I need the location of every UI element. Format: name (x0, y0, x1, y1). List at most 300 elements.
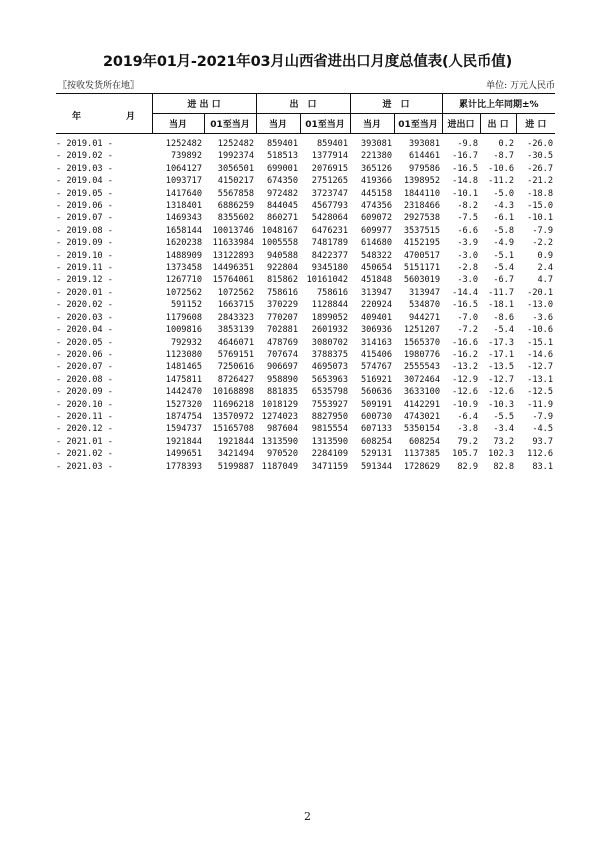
total-cumulative-cell: 4646071 (217, 337, 254, 348)
import-header: 进 口 (350, 94, 442, 114)
export-current-cell: 859401 (266, 139, 298, 149)
total-cumulative-header: 01至当月 (204, 114, 256, 134)
import-cumulative-cell: 2318466 (403, 201, 441, 212)
import-current-cell: 221380 (360, 151, 393, 162)
month-cell: - 2021.01 - (56, 436, 113, 447)
yoy-total-cell: -16.2 (452, 349, 479, 360)
export-current-cell: 1187049 (261, 461, 298, 472)
month-cell: - 2020.07 - (56, 362, 113, 373)
month-cell: - 2020.03 - (56, 312, 113, 323)
total-trade-header: 进 出 口 (152, 94, 256, 114)
total-current-cell: 1417640 (165, 188, 202, 199)
export-current-cell: 370229 (266, 300, 298, 311)
import-cumulative-cell: 313947 (408, 287, 441, 298)
export-cumulative-cell: 2284109 (311, 449, 349, 460)
table-row (56, 212, 555, 224)
month-cell: - 2020.09 - (56, 387, 113, 398)
table-row (56, 337, 555, 349)
yoy-import-cell: -26.0 (527, 139, 554, 149)
total-current-cell: 1481465 (165, 362, 202, 373)
yoy-import-cell: -30.5 (527, 151, 554, 162)
import-current-month-header: 当月 (350, 114, 394, 134)
yoy-total-cell: -16.5 (452, 163, 479, 174)
export-cumulative-cell: 2751265 (311, 176, 349, 187)
table-row (56, 188, 555, 200)
import-current-cell: 607133 (360, 424, 393, 435)
yoy-import-cell: -2.2 (532, 238, 554, 249)
month-cell: - 2020.12 - (56, 424, 113, 435)
yoy-export-header: 出 口 (480, 114, 516, 134)
yoy-export-cell: 0.2 (498, 139, 515, 149)
yoy-export-cell: -10.3 (488, 399, 515, 410)
table-row (56, 436, 555, 448)
yoy-export-cell: -17.3 (488, 337, 515, 348)
yoy-total-cell: -2.8 (457, 263, 479, 274)
yoy-import-cell: -15.0 (527, 201, 554, 212)
total-current-month-header: 当月 (152, 114, 204, 134)
yoy-import-cell: -13.1 (527, 374, 554, 385)
export-cumulative-cell: 1313590 (311, 436, 349, 447)
yoy-import-cell: -14.6 (527, 349, 554, 360)
export-current-cell: 1005558 (261, 238, 298, 249)
export-current-month-header: 当月 (256, 114, 300, 134)
table-row (56, 361, 555, 373)
month-cell: - 2019.11 - (56, 263, 113, 274)
table-row (56, 312, 555, 324)
export-cumulative-cell: 4567793 (311, 201, 349, 212)
yoy-import-cell: -10.1 (527, 213, 554, 224)
yoy-export-cell: -8.7 (493, 151, 515, 162)
yoy-import-cell: 93.7 (532, 436, 554, 447)
yoy-export-cell: -11.7 (488, 287, 515, 298)
month-cell: - 2019.08 - (56, 225, 113, 236)
export-current-cell: 1018129 (261, 399, 298, 410)
yoy-total-cell: -6.4 (457, 411, 479, 422)
total-current-cell: 792932 (170, 337, 202, 348)
yoy-export-cell: -5.8 (493, 225, 515, 236)
export-cumulative-cell: 1377914 (311, 151, 349, 162)
month-cell: - 2020.11 - (56, 411, 113, 422)
export-current-cell: 906697 (266, 362, 298, 373)
yoy-export-cell: -8.6 (493, 312, 515, 323)
table-row (56, 411, 555, 423)
export-current-cell: 844045 (266, 201, 298, 212)
export-current-cell: 699001 (266, 163, 298, 174)
export-cumulative-cell: 5653963 (311, 374, 349, 385)
import-cumulative-cell: 608254 (408, 436, 441, 447)
month-cell: - 2019.09 - (56, 238, 113, 249)
yoy-total-cell: -14.4 (452, 287, 479, 298)
total-current-cell: 1252482 (165, 139, 202, 149)
month-cell: - 2020.10 - (56, 399, 113, 410)
total-current-cell: 1442470 (165, 387, 202, 398)
yoy-total-cell: -3.0 (457, 250, 479, 261)
import-current-cell: 474356 (360, 201, 393, 212)
export-cumulative-cell: 3788375 (311, 349, 349, 360)
import-current-cell: 591344 (360, 461, 393, 472)
import-current-cell: 409401 (360, 312, 393, 323)
export-current-cell: 815862 (266, 275, 298, 286)
yoy-total-cell: 82.9 (457, 461, 479, 472)
export-header: 出 口 (256, 94, 350, 114)
import-cumulative-cell: 4743021 (403, 411, 441, 422)
import-current-cell: 313947 (360, 287, 393, 298)
yoy-import-cell: -4.5 (532, 424, 554, 435)
import-cumulative-cell: 3072464 (403, 374, 441, 385)
table-row (56, 150, 555, 162)
total-current-cell: 1874754 (165, 411, 202, 422)
export-cumulative-cell: 4695073 (311, 362, 349, 373)
yoy-import-cell: 0.9 (537, 250, 554, 261)
yoy-total-header: 进出口 (442, 114, 480, 134)
import-cumulative-cell: 1844110 (403, 188, 441, 199)
export-current-cell: 860271 (266, 213, 298, 224)
total-current-cell: 1469343 (165, 213, 202, 224)
yoy-total-cell: -3.9 (457, 238, 479, 249)
import-cumulative-cell: 979586 (408, 163, 441, 174)
total-current-cell: 739892 (170, 151, 202, 162)
document-title: 2019年01月-2021年03月山西省进出口月度总值表(人民币值) (102, 54, 513, 70)
import-current-cell: 306936 (360, 325, 393, 336)
total-current-cell: 1267710 (165, 275, 202, 286)
import-current-cell: 609072 (360, 213, 393, 224)
import-cumulative-header: 01至当月 (394, 114, 442, 134)
yoy-total-cell: -3.8 (457, 424, 479, 435)
export-current-cell: 987604 (266, 424, 298, 435)
export-current-cell: 1048167 (261, 225, 298, 236)
table-row (56, 250, 555, 262)
import-current-cell: 393081 (360, 139, 393, 149)
import-current-cell: 451848 (360, 275, 393, 286)
yoy-export-cell: 82.8 (493, 461, 515, 472)
yoy-total-cell: -7.2 (457, 325, 479, 336)
yoy-import-cell: -18.8 (527, 188, 554, 199)
table-row (56, 423, 555, 435)
yoy-export-cell: -18.1 (488, 300, 515, 311)
import-current-cell: 600730 (360, 411, 393, 422)
month-cell: - 2019.03 - (56, 163, 113, 174)
location-basis-note: 〖按收发货所在地〗 (58, 81, 140, 91)
yoy-export-cell: 102.3 (488, 449, 515, 460)
yoy-import-cell: -7.9 (532, 225, 554, 236)
table-row (56, 200, 555, 212)
import-current-cell: 220924 (360, 300, 393, 311)
import-current-cell: 445158 (360, 188, 393, 199)
yoy-import-cell: -7.9 (532, 411, 554, 422)
total-cumulative-cell: 1072562 (217, 287, 254, 298)
total-cumulative-cell: 10168898 (212, 387, 254, 398)
total-cumulative-cell: 14496351 (212, 263, 254, 274)
total-current-cell: 1620238 (165, 238, 202, 249)
yoy-total-cell: -10.9 (452, 399, 479, 410)
yoy-import-cell: 4.7 (537, 275, 554, 286)
yoy-import-cell: -26.7 (527, 163, 554, 174)
total-cumulative-cell: 5567858 (217, 188, 254, 199)
yoy-export-cell: -4.9 (493, 238, 515, 249)
total-cumulative-cell: 5769151 (217, 349, 254, 360)
yoy-import-cell: 2.4 (537, 263, 554, 274)
total-cumulative-cell: 11696218 (212, 399, 254, 410)
import-current-cell: 574767 (360, 362, 393, 373)
month-cell: - 2020.02 - (56, 300, 113, 311)
yoy-header: 累计比上年同期±% (442, 94, 555, 114)
month-cell: - 2019.06 - (56, 201, 113, 212)
export-cumulative-cell: 859401 (316, 139, 349, 149)
export-cumulative-cell: 758616 (316, 287, 349, 298)
export-current-cell: 707674 (266, 349, 298, 360)
month-cell: - 2019.04 - (56, 176, 113, 187)
month-cell: - 2019.01 - (56, 139, 113, 149)
total-cumulative-cell: 3853139 (217, 325, 254, 336)
table-row (56, 299, 555, 311)
yoy-total-cell: -16.7 (452, 151, 479, 162)
import-cumulative-cell: 2927538 (403, 213, 441, 224)
import-current-cell: 509191 (360, 399, 393, 410)
export-cumulative-cell: 2076915 (311, 163, 349, 174)
yoy-total-cell: -16.6 (452, 337, 479, 348)
export-current-cell: 922804 (266, 263, 298, 274)
table-row (56, 274, 555, 286)
yoy-export-cell: -12.7 (488, 374, 515, 385)
yoy-import-cell: -11.9 (527, 399, 554, 410)
export-current-cell: 1313590 (261, 436, 298, 447)
export-current-cell: 674350 (266, 176, 298, 187)
export-cumulative-cell: 9345180 (311, 263, 349, 274)
import-current-cell: 529131 (360, 449, 393, 460)
export-current-cell: 770207 (266, 312, 298, 323)
import-cumulative-cell: 5603019 (403, 275, 441, 286)
total-cumulative-cell: 5199887 (217, 461, 254, 472)
month-cell: - 2021.02 - (56, 449, 113, 460)
yoy-import-cell: -10.6 (527, 325, 554, 336)
month-cell: - 2019.02 - (56, 151, 113, 162)
export-cumulative-cell: 6535798 (311, 387, 349, 398)
import-cumulative-cell: 1980776 (403, 349, 441, 360)
month-cell: - 2020.04 - (56, 325, 113, 336)
import-current-cell: 609977 (360, 225, 393, 236)
year-header: 年 (72, 111, 82, 122)
export-cumulative-cell: 6476231 (311, 225, 349, 236)
export-current-cell: 972482 (266, 188, 298, 199)
table-row (56, 349, 555, 361)
export-cumulative-cell: 3723747 (311, 188, 349, 199)
month-cell: - 2019.10 - (56, 250, 113, 261)
total-cumulative-cell: 1992374 (217, 151, 254, 162)
table-row (56, 287, 555, 299)
yoy-export-cell: -5.4 (493, 325, 515, 336)
month-cell: - 2021.03 - (56, 461, 113, 472)
export-cumulative-cell: 10161042 (306, 275, 349, 286)
import-cumulative-cell: 3633100 (403, 387, 441, 398)
yoy-total-cell: -3.0 (457, 275, 479, 286)
yoy-total-cell: -13.2 (452, 362, 479, 373)
import-cumulative-cell: 1398952 (403, 176, 441, 187)
total-current-cell: 591152 (170, 300, 202, 311)
yoy-import-cell: -3.6 (532, 312, 554, 323)
export-cumulative-cell: 7481789 (311, 238, 349, 249)
table-row (56, 237, 555, 249)
total-current-cell: 1179608 (165, 312, 202, 323)
total-cumulative-cell: 6886259 (217, 201, 254, 212)
yoy-total-cell: -10.1 (452, 188, 479, 199)
total-cumulative-cell: 4150217 (217, 176, 254, 187)
import-current-cell: 415406 (360, 349, 393, 360)
total-cumulative-cell: 10013746 (212, 225, 254, 236)
yoy-total-cell: -7.0 (457, 312, 479, 323)
yoy-total-cell: -14.8 (452, 176, 479, 187)
table-row (56, 175, 555, 187)
import-cumulative-cell: 1251207 (403, 325, 441, 336)
yoy-export-cell: -5.4 (493, 263, 515, 274)
yoy-total-cell: -6.6 (457, 225, 479, 236)
export-cumulative-cell: 8827950 (311, 411, 349, 422)
trade-table (56, 93, 555, 476)
yoy-export-cell: -11.2 (488, 176, 515, 187)
yoy-export-cell: -5.1 (493, 250, 515, 261)
export-current-cell: 970520 (266, 449, 298, 460)
total-current-cell: 1123080 (165, 349, 202, 360)
export-current-cell: 702881 (266, 325, 298, 336)
export-current-cell: 940588 (266, 250, 298, 261)
total-cumulative-cell: 13570972 (212, 411, 254, 422)
import-cumulative-cell: 4152195 (403, 238, 441, 249)
export-cumulative-cell: 5428064 (311, 213, 349, 224)
total-cumulative-cell: 15764061 (212, 275, 254, 286)
total-current-cell: 1072562 (165, 287, 202, 298)
export-cumulative-cell: 7553927 (311, 399, 349, 410)
yoy-import-cell: -20.1 (527, 287, 554, 298)
total-cumulative-cell: 15165708 (212, 424, 254, 435)
import-cumulative-cell: 3537515 (403, 225, 441, 236)
total-current-cell: 1499651 (165, 449, 202, 460)
yoy-export-cell: -5.0 (493, 188, 515, 199)
import-cumulative-cell: 1565370 (403, 337, 441, 348)
total-current-cell: 1921844 (165, 436, 202, 447)
import-current-cell: 608254 (360, 436, 393, 447)
total-current-cell: 1318401 (165, 201, 202, 212)
yoy-export-cell: -3.4 (493, 424, 515, 435)
yoy-export-cell: -17.1 (488, 349, 515, 360)
total-current-cell: 1778393 (165, 461, 202, 472)
month-cell: - 2019.12 - (56, 275, 113, 286)
import-cumulative-cell: 393081 (408, 139, 441, 149)
yoy-export-cell: -5.5 (493, 411, 515, 422)
export-cumulative-cell: 2601932 (311, 325, 349, 336)
export-cumulative-cell: 8422377 (311, 250, 349, 261)
table-row (56, 262, 555, 274)
import-cumulative-cell: 614461 (408, 151, 441, 162)
import-current-cell: 516921 (360, 374, 393, 385)
export-current-cell: 758616 (266, 287, 298, 298)
yoy-total-cell: -16.5 (452, 300, 479, 311)
export-cumulative-cell: 1128844 (311, 300, 349, 311)
table-row (56, 374, 555, 386)
total-cumulative-cell: 1921844 (217, 436, 254, 447)
yoy-export-cell: -6.1 (493, 213, 515, 224)
import-cumulative-cell: 1728629 (403, 461, 441, 472)
total-cumulative-cell: 2843323 (217, 312, 254, 323)
export-current-cell: 518513 (266, 151, 298, 162)
export-cumulative-cell: 1899052 (311, 312, 349, 323)
total-current-cell: 1658144 (165, 225, 202, 236)
import-current-cell: 314163 (360, 337, 393, 348)
import-current-cell: 419366 (360, 176, 393, 187)
total-cumulative-cell: 3421494 (217, 449, 254, 460)
import-current-cell: 560636 (360, 387, 393, 398)
yoy-import-cell: 83.1 (532, 461, 554, 472)
month-cell: - 2020.05 - (56, 337, 113, 348)
total-current-cell: 1064127 (165, 163, 202, 174)
yoy-import-header: 进 口 (516, 114, 555, 134)
total-cumulative-cell: 1252482 (217, 139, 254, 149)
total-cumulative-cell: 13122893 (212, 250, 254, 261)
yoy-import-cell: -13.0 (527, 300, 554, 311)
export-cumulative-cell: 3080702 (311, 337, 349, 348)
unit-note: 单位: 万元人民币 (486, 81, 555, 91)
import-cumulative-cell: 5151171 (403, 263, 441, 274)
yoy-import-cell: -12.5 (527, 387, 554, 398)
export-current-cell: 958890 (266, 374, 298, 385)
yoy-import-cell: -12.7 (527, 362, 554, 373)
table-row (56, 324, 555, 336)
import-cumulative-cell: 944271 (408, 312, 441, 323)
yoy-import-cell: 112.6 (527, 449, 554, 460)
yoy-import-cell: -21.2 (527, 176, 554, 187)
yoy-export-cell: -4.3 (493, 201, 515, 212)
table-row (56, 225, 555, 237)
import-cumulative-cell: 1137385 (403, 449, 441, 460)
total-cumulative-cell: 1663715 (217, 300, 254, 311)
total-current-cell: 1594737 (165, 424, 202, 435)
yoy-export-cell: -13.5 (488, 362, 515, 373)
export-cumulative-header: 01至当月 (300, 114, 350, 134)
import-current-cell: 614680 (360, 238, 393, 249)
total-current-cell: 1488909 (165, 250, 202, 261)
table-row (56, 461, 555, 476)
yoy-total-cell: -9.8 (457, 139, 479, 149)
month-cell: - 2020.06 - (56, 349, 113, 360)
yoy-import-cell: -15.1 (527, 337, 554, 348)
yoy-total-cell: 105.7 (452, 449, 479, 460)
page-number: 2 (304, 810, 311, 823)
export-current-cell: 881835 (266, 387, 298, 398)
total-current-cell: 1373458 (165, 263, 202, 274)
import-cumulative-cell: 2555543 (403, 362, 441, 373)
table-header (56, 94, 555, 134)
table-row (56, 134, 555, 151)
import-cumulative-cell: 534870 (408, 300, 441, 311)
yoy-total-cell: -12.6 (452, 387, 479, 398)
yoy-export-cell: -6.7 (493, 275, 515, 286)
total-cumulative-cell: 8726427 (217, 374, 254, 385)
total-cumulative-cell: 8355602 (217, 213, 254, 224)
month-cell: - 2020.01 - (56, 287, 113, 298)
total-cumulative-cell: 7250616 (217, 362, 254, 373)
table-row (56, 399, 555, 411)
total-cumulative-cell: 3056501 (217, 163, 254, 174)
export-current-cell: 478769 (266, 337, 298, 348)
table-row (56, 448, 555, 460)
total-current-cell: 1527320 (165, 399, 202, 410)
import-cumulative-cell: 5350154 (403, 424, 441, 435)
export-cumulative-cell: 3471159 (311, 461, 349, 472)
month-cell: - 2019.07 - (56, 213, 113, 224)
month-cell: - 2020.08 - (56, 374, 113, 385)
export-current-cell: 1274023 (261, 411, 298, 422)
export-cumulative-cell: 9815554 (311, 424, 349, 435)
month-header: 月 (126, 111, 136, 122)
table-body (56, 134, 555, 476)
